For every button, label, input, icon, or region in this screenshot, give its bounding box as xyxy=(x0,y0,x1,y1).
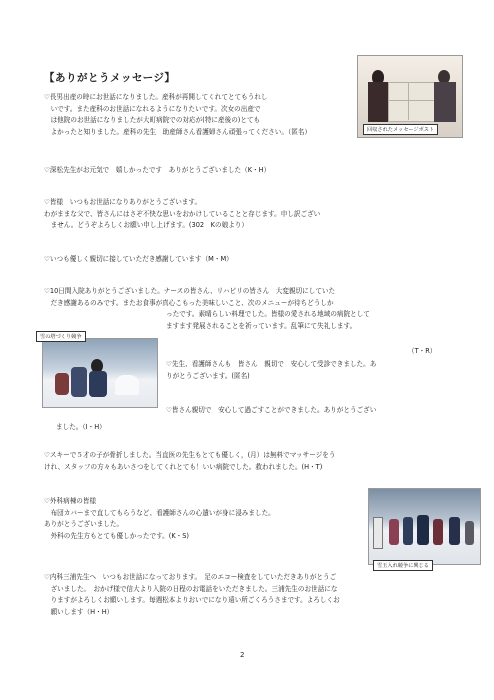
photo-caption-message-post: 回収されたメッセージポスト xyxy=(363,124,438,135)
message-10: ♡内科三浦先生へ いつもお世話になっております。 足のエコー検査をしていただきありがとうご ざいました。 おかげ様で信大より入院の日程のお電話をいただきました。三浦先生のお世話にな りますがよろしくお願いします。毎週松本よりおいでになり遠い所ごくろうさまです。よろしくお 願いします（H・H） xyxy=(44,573,340,616)
message-5-continued: ったです。素晴らしい料理でした。皆様の愛される地域の病院として ますます発展されることを祈っています。乱筆にて失礼します。 xyxy=(166,310,370,330)
photo-caption-snow-tower: 雪の塔づくり競争 xyxy=(36,331,86,342)
message-9: ♡外科病棟の皆様 布団カバーまで直してもらうなど、看護師さんの心遣いが身に浸みました。 ありがとうございました。 外科の先生方もとても優しかったです。(K・S) xyxy=(44,497,275,540)
message-7: ♡皆さん親切で 安心して過ごすことができました。ありがとうござい xyxy=(166,406,377,414)
message-7-continued: ました。（I・H） xyxy=(56,423,106,431)
photo-caption-snowball-game: 雪玉入れ競争に興じる xyxy=(373,560,433,571)
section-title: 【ありがとうメッセージ】 xyxy=(44,72,176,84)
message-3: ♡皆様 いつもお世話になりありがとうございます。 わがままな父で、皆さんにはさぞ不快な思いをおかけしていることと存じます。申し訳ござい ません。どうぞよろしくお願い申し上げます。(302 Kの娘より） xyxy=(44,198,321,230)
snow-tower-photo xyxy=(42,338,158,408)
message-2: ♡深松先生がお元気で 嬉しかったです ありがとうございました（K・H） xyxy=(44,166,271,174)
message-5: ♡10日間入院ありがとうございました。ナースの皆さん、リハビリの皆さん 大変親切にしていた だき感謝あるのみです。またお食事が真心こもった美味しいこと、次のメニューが待ちどうしか xyxy=(44,287,336,307)
page-number: 2 xyxy=(240,651,245,659)
message-6: ♡先生、看護師さんも 皆さん 親切で 安心して受診できました。あ りがとうございます。(匿名) xyxy=(166,360,377,380)
message-8: ♡スキーで５才の子が骨折しました。当直医の先生もとても優しく，(月）は無料でマッサージをう けれ、スタッフの方々もあいさつをしてくれとても！いい病院でした。救われました。(H・T) xyxy=(44,451,336,471)
snowball-game-photo xyxy=(368,488,481,565)
message-5-signature: （T・R） xyxy=(408,347,437,355)
message-4: ♡いつも優しく親切に接していただき感謝しています（M・M） xyxy=(44,255,233,263)
message-1: ♡長男出産の時にお世話になりました。産科が再開してくれてとてもうれし いです。また産科のお世話になれるようになりたいです。次女の出産で は他院のお世話になりましたが大町病院での対応が(特に産後の)とても よかったと知りました。産科の先生 助産師さん看護婦さん頑張ってください。（匿名） xyxy=(44,93,312,136)
